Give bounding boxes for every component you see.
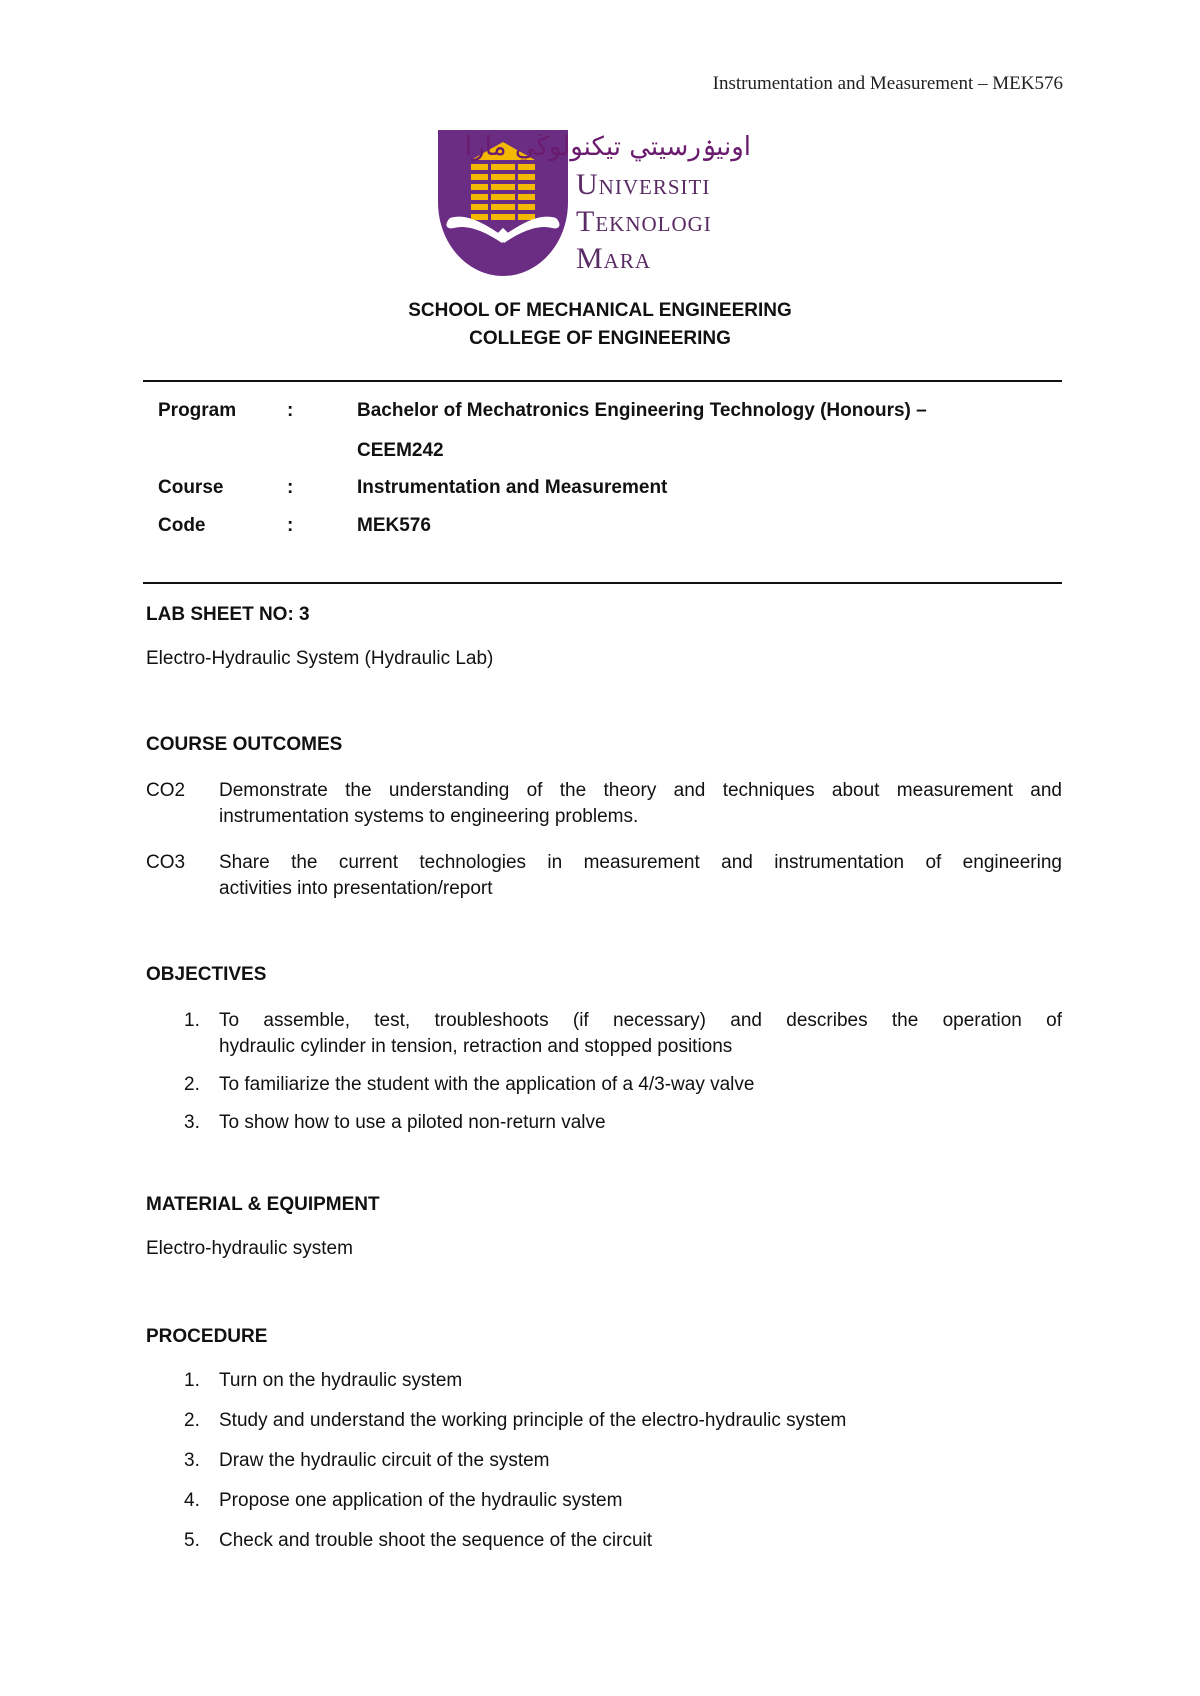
code-value: MEK576 [357,515,431,536]
procedure-number: 1. [184,1370,200,1391]
procedure-number: 3. [184,1450,200,1471]
objectives-heading: OBJECTIVES [146,964,267,985]
outcome-text: activities into presentation/report [219,878,493,899]
outcome-text: instrumentation systems to engineering problems. [219,806,639,827]
objective-text: To show how to use a piloted non-return valve [219,1112,606,1133]
logo-line-universiti: Universiti [576,168,711,201]
objective-number: 3. [184,1112,200,1133]
program-colon: : [287,400,294,421]
procedure-step: Turn on the hydraulic system [219,1370,463,1391]
objective-text: To familiarize the student with the application of a 4/3-way valve [219,1074,755,1095]
college-name: COLLEGE OF ENGINEERING [469,328,731,349]
course-colon: : [287,477,294,498]
outcome-code: CO2 [146,780,186,801]
program-label: Program [158,400,237,421]
procedure-number: 4. [184,1490,200,1511]
material-text: Electro-hydraulic system [146,1238,353,1259]
school-name: SCHOOL OF MECHANICAL ENGINEERING [408,300,792,321]
procedure-step: Check and trouble shoot the sequence of the circuit [219,1530,653,1551]
divider-top [143,380,1062,382]
logo-line-teknologi: Teknologi [576,205,712,238]
outcome-text: Share the current technologies in measurement and instrumentation of engineering [219,852,1062,873]
material-heading: MATERIAL & EQUIPMENT [146,1194,380,1215]
procedure-number: 2. [184,1410,200,1431]
objective-text: To assemble, test, troubleshoots (if necessary) and describes the operation of [219,1010,1062,1031]
procedure-step: Draw the hydraulic circuit of the system [219,1450,550,1471]
objective-number: 2. [184,1074,200,1095]
procedure-number: 5. [184,1530,200,1551]
course-label: Course [158,477,224,498]
divider-bottom [143,582,1062,584]
code-label: Code [158,515,206,536]
procedure-heading: PROCEDURE [146,1326,268,1347]
university-logo [438,130,778,280]
objective-number: 1. [184,1010,200,1031]
outcome-code: CO3 [146,852,186,873]
logo-line-mara: Mara [576,242,652,275]
program-value: Bachelor of Mechatronics Engineering Technology (Honours) – [357,400,927,421]
code-colon: : [287,515,294,536]
course-value: Instrumentation and Measurement [357,477,668,498]
program-code-value: CEEM242 [357,440,444,461]
procedure-step: Study and understand the working principle of the electro-hydraulic system [219,1410,847,1431]
logo-arabic-text: اونيۏرسيتي تيكنولوڬي مارا [464,132,751,162]
page-header: Instrumentation and Measurement – MEK576 [712,73,1063,94]
objective-text: hydraulic cylinder in tension, retraction and stopped positions [219,1036,733,1057]
outcomes-heading: COURSE OUTCOMES [146,734,343,755]
procedure-step: Propose one application of the hydraulic system [219,1490,623,1511]
outcome-text: Demonstrate the understanding of the theory and techniques about measurement and [219,780,1062,801]
lab-sheet-heading: LAB SHEET NO: 3 [146,604,310,625]
lab-sheet-title: Electro-Hydraulic System (Hydraulic Lab) [146,648,494,669]
